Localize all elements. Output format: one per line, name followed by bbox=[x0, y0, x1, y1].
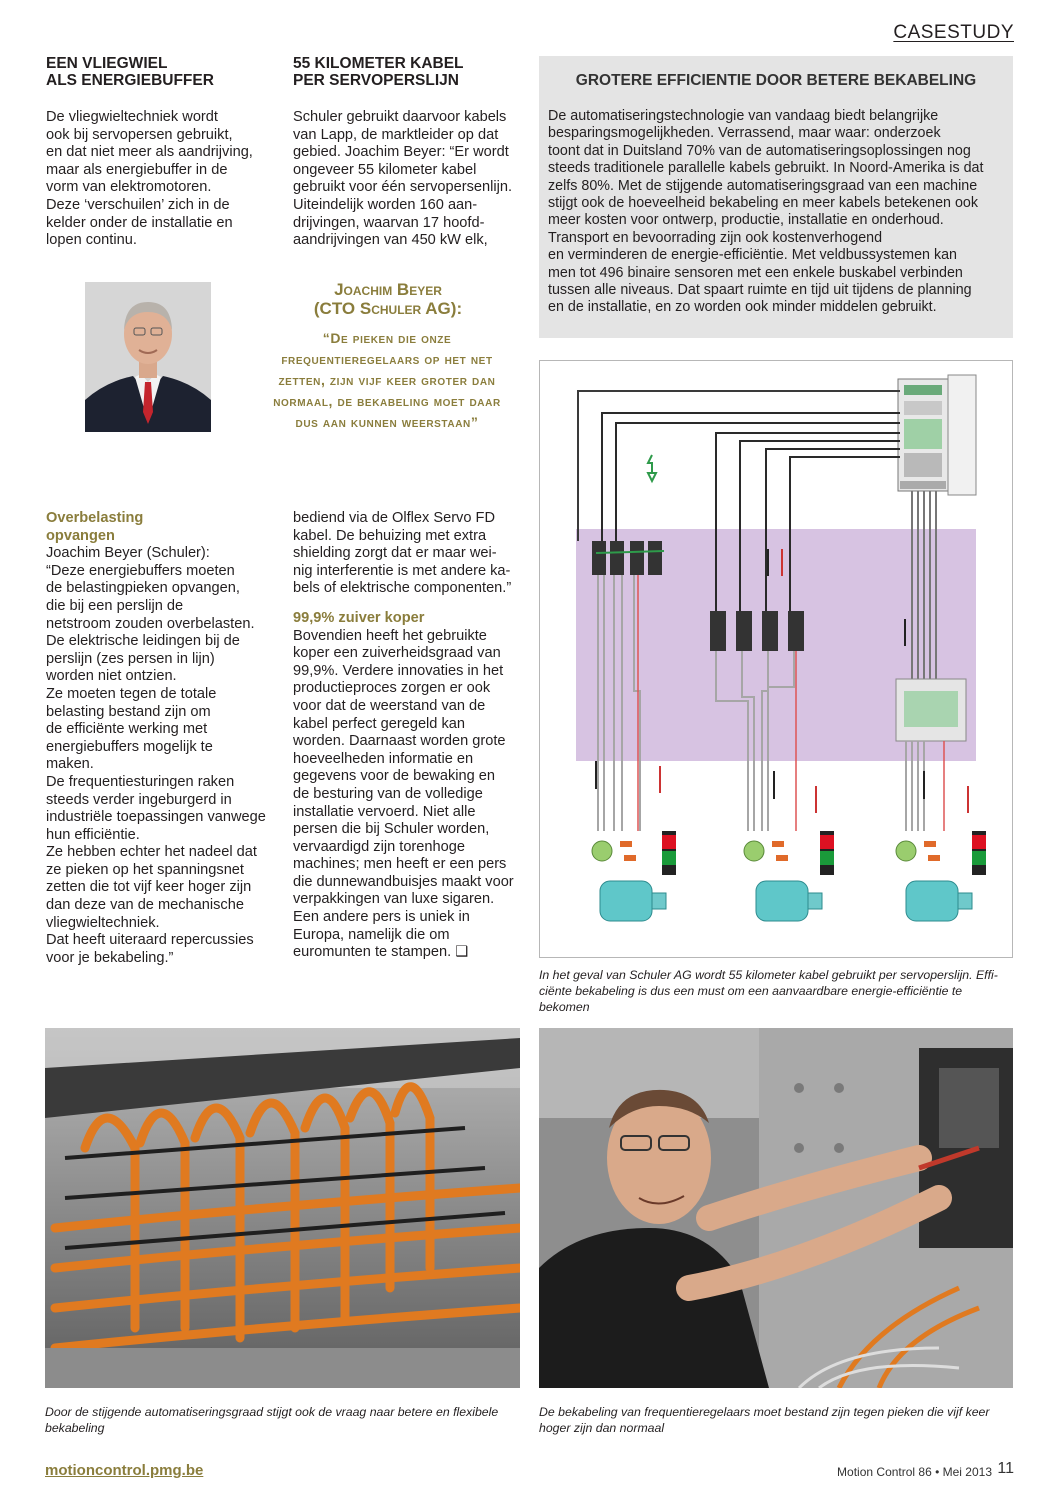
text-line: die bij een perslijn de bbox=[46, 597, 184, 614]
pull-quote bbox=[236, 328, 538, 433]
text-line: De automatiseringstechnologie van vandaag biedt belangrijke bbox=[548, 108, 939, 124]
text-line: voor dat de weerstand van de bbox=[293, 697, 486, 714]
text-line: verpakkingen van luxe sigaren. bbox=[293, 891, 495, 908]
text-line: en de installatie, en zo worden ook minder middelen gebruikt. bbox=[548, 299, 937, 316]
motor-icon bbox=[744, 831, 834, 921]
text-line: energiebuffers mogelijk te bbox=[46, 738, 213, 755]
text-line: “Deze energiebuffers moeten bbox=[46, 562, 235, 579]
caption-line: ciënte bekabeling is dus een must om een aanvaardbare energie-efficiëntie te bekomen bbox=[539, 984, 963, 1014]
text-line: toont dat in Duitsland 70% van de automatiseringsoplossingen nog bbox=[548, 142, 971, 159]
text-line: nig interferentie is met andere ka- bbox=[293, 562, 511, 579]
heading-line: PER SERVOPERSLIJN bbox=[293, 72, 459, 89]
control-cabinet-icon bbox=[898, 375, 976, 495]
subheading-line: Overbelasting bbox=[46, 510, 144, 526]
technician-photo bbox=[539, 1028, 1013, 1388]
text-line: 99,9%. Verdere innovaties in het bbox=[293, 662, 504, 679]
article-column-koper bbox=[293, 510, 525, 962]
fieldbus-diagram bbox=[539, 360, 1013, 958]
article-column-kabel bbox=[293, 55, 525, 250]
text-line: perslijn (zes persen in lijn) bbox=[46, 650, 215, 667]
caption-line: Door de stijgende automatiseringsgraad stijgt ook de vraag naar betere en flexibele bbox=[45, 1405, 499, 1419]
text-line: gebied. Joachim Beyer: “Er wordt bbox=[293, 144, 509, 161]
diagram-caption bbox=[539, 967, 1013, 1015]
text-line: vervaardigd zijn torenhoge bbox=[293, 838, 465, 855]
text-line: hun efficiëntie. bbox=[46, 826, 140, 843]
text-line: en verminderen de energie-efficiëntie. Met veldbussystemen kan bbox=[548, 247, 958, 264]
quote-line: dus aan kunnen weerstaan” bbox=[295, 414, 479, 430]
distribution-box-icon bbox=[896, 679, 966, 741]
text-line: bediend via de Olflex Servo FD bbox=[293, 510, 495, 526]
text-line: persen die bij Schuler worden, bbox=[293, 821, 490, 838]
text-line: voor je bekabeling.” bbox=[46, 949, 174, 966]
text-line: steeds traditionele parallelle kabels gebruikt. In Noord-Amerika is dat bbox=[548, 160, 984, 177]
text-line: Transport en bevoorrading zijn ook kostenverhogend bbox=[548, 229, 883, 246]
text-line: dan deze van de mechanische bbox=[46, 897, 244, 914]
text-line: De vliegwieltechniek wordt bbox=[46, 109, 218, 125]
cable-chain-photo bbox=[45, 1028, 520, 1388]
footer-website-link[interactable]: motioncontrol.pmg.be bbox=[45, 1462, 204, 1479]
text-line: maar als energiebuffer in de bbox=[46, 161, 228, 178]
technician-illustration bbox=[539, 1028, 1013, 1388]
subheading-overbelasting bbox=[46, 510, 278, 545]
quote-name: Joachim Beyer bbox=[334, 280, 442, 299]
heading-line: ALS ENERGIEBUFFER bbox=[46, 72, 214, 89]
heading-kabel bbox=[293, 55, 525, 89]
text-line: van Lapp, de marktleider op dat bbox=[293, 126, 499, 143]
text-line: shielding zorgt dat er maar wei- bbox=[293, 545, 497, 562]
text-line: drijvingen, waarvan 17 hoofd- bbox=[293, 214, 485, 231]
sidebar-title: GROTERE EFFICIENTIE DOOR BETERE BEKABELING bbox=[575, 72, 977, 89]
text-line: maken. bbox=[46, 756, 94, 773]
text-line: De frequentiesturingen raken bbox=[46, 773, 235, 790]
text-line: meer kosten voor ontwerp, productie, installatie en onderhoud. bbox=[548, 212, 944, 229]
photo2-caption bbox=[539, 1404, 1013, 1436]
page-number: 11 bbox=[997, 1460, 1014, 1477]
text-line: ook bij servopersen gebruikt, bbox=[46, 126, 233, 143]
article-column-overbelasting bbox=[46, 510, 278, 967]
quote-line: “De pieken die onze bbox=[322, 330, 452, 346]
text-line: Schuler gebruikt daarvoor kabels bbox=[293, 109, 507, 125]
text-line: Joachim Beyer (Schuler): bbox=[46, 545, 210, 562]
text-line: gegevens voor de bewaking en bbox=[293, 768, 496, 785]
text-line: euromunten te stampen. ❑ bbox=[293, 944, 469, 961]
caption-line: hoger zijn dan normaal bbox=[539, 1421, 665, 1435]
quote-line: zetten, zijn vijf keer groter dan bbox=[278, 372, 496, 388]
text-line: Dat heeft uiteraard repercussies bbox=[46, 932, 254, 949]
text-line: vorm van elektromotoren. bbox=[46, 179, 212, 196]
text-line: steeds verder ingeburgerd in bbox=[46, 791, 232, 808]
text-line: die dunnewandbuisjes maakt voor bbox=[293, 873, 514, 890]
text-line: lopen continu. bbox=[46, 232, 137, 249]
text-line: Ze moeten tegen de totale bbox=[46, 685, 217, 702]
text-line: worden. Daarnaast worden grote bbox=[293, 733, 506, 750]
text-line: belasting bestand zijn om bbox=[46, 703, 211, 720]
footer-issue: Motion Control 86 • Mei 2013 bbox=[837, 1465, 992, 1479]
quote-line: frequentieregelaars op het net bbox=[281, 351, 493, 367]
text-line: hoeveelheden informatie en bbox=[293, 750, 474, 767]
text-line: kabel perfect geregeld kan bbox=[293, 715, 465, 732]
caption-line: bekabeling bbox=[45, 1421, 105, 1435]
text-line: Een andere pers is uniek in bbox=[293, 909, 470, 926]
portrait-illustration bbox=[85, 282, 211, 432]
text-line: ze pieken op het spanningsnet bbox=[46, 861, 244, 878]
body-vliegwiel bbox=[46, 109, 276, 250]
text-line: De elektrische leidingen bij de bbox=[46, 633, 240, 650]
heading-vliegwiel bbox=[46, 55, 276, 89]
text-line: netstroom zouden overbelasten. bbox=[46, 615, 255, 632]
heading-line: 55 KILOMETER KABEL bbox=[293, 55, 464, 72]
sidebar-box bbox=[539, 56, 1013, 338]
text-line: en dat niet meer als aandrijving, bbox=[46, 144, 253, 161]
cable-chain-illustration bbox=[45, 1028, 520, 1388]
text-line: kelder onder de installatie en bbox=[46, 214, 233, 231]
motor-icon bbox=[896, 831, 986, 921]
article-column-vliegwiel bbox=[46, 55, 276, 250]
text-line: tussen alle niveaus. Dat spaart ruimte en tijd uit tijdens de planning bbox=[548, 282, 972, 299]
text-line: zetten die tot vijf keer hoger zijn bbox=[46, 879, 252, 896]
fieldbus-illustration bbox=[540, 361, 1013, 958]
quote-attribution bbox=[240, 280, 536, 318]
text-line: productieproces zorgen er ook bbox=[293, 680, 491, 697]
text-line: industriële toepassingen vanwege bbox=[46, 809, 266, 826]
motor-icon bbox=[592, 831, 676, 921]
text-line: Ze hebben echter het nadeel dat bbox=[46, 844, 257, 861]
caption-line: In het geval van Schuler AG wordt 55 kilometer kabel gebruikt per servoperslijn. Effi- bbox=[539, 968, 998, 982]
quote-role: (CTO Schuler AG): bbox=[313, 299, 463, 318]
quote-line: normaal, de bekabeling moet daar bbox=[273, 393, 501, 409]
text-line: ongeveer 55 kilometer kabel bbox=[293, 161, 477, 178]
photo1-caption bbox=[45, 1404, 520, 1436]
text-line: bels of elektrische componenten.” bbox=[293, 580, 512, 597]
heading-line: EEN VLIEGWIEL bbox=[46, 55, 168, 72]
portrait-photo bbox=[85, 282, 211, 432]
text-line: koper een zuiverheidsgraad van bbox=[293, 645, 501, 662]
text-line: gebruikt voor één servopersenlijn. bbox=[293, 179, 513, 196]
sidebar-body bbox=[548, 108, 1008, 317]
text-line: men tot 496 binaire sensoren met een enkele buskabel verbinden bbox=[548, 264, 963, 281]
text-line: de besturing van de volledige bbox=[293, 785, 483, 802]
text-line: de belastingpieken opvangen, bbox=[46, 580, 240, 597]
text-line: stijgt ook de hoeveelheid bekabeling en meer kabels betekenen ook bbox=[548, 195, 979, 212]
text-line: worden niet ontzien. bbox=[46, 668, 177, 685]
text-line: Uiteindelijk worden 160 aan- bbox=[293, 196, 478, 213]
text-line: kabel. De behuizing met extra bbox=[293, 527, 487, 544]
text-line: Europa, namelijk die om bbox=[293, 926, 450, 943]
subheading-koper: 99,9% zuiver koper bbox=[293, 609, 425, 626]
text-line: besparingsmogelijkheden. Verrassend, maar waar: onderzoek bbox=[548, 125, 941, 142]
text-line: de efficiënte werking met bbox=[46, 721, 208, 738]
text-line: Deze ‘verschuilen’ zich in de bbox=[46, 196, 230, 213]
body-kabel bbox=[293, 109, 525, 250]
section-tag: CASESTUDY bbox=[893, 22, 1014, 43]
text-line: Bovendien heeft het gebruikte bbox=[293, 627, 487, 644]
text-line: machines; men heeft er een pers bbox=[293, 856, 507, 873]
subheading-line: opvangen bbox=[46, 527, 115, 544]
text-line: installatie vervoerd. Niet alle bbox=[293, 803, 476, 820]
text-line: vliegwieltechniek. bbox=[46, 914, 160, 931]
text-line: aandrijvingen van 450 kW elk, bbox=[293, 232, 488, 249]
text-line: zelfs 80%. Met de stijgende automatiseringsgraad van een machine bbox=[548, 177, 978, 194]
caption-line: De bekabeling van frequentieregelaars moet bestand zijn tegen pieken die vijf keer bbox=[539, 1405, 990, 1419]
